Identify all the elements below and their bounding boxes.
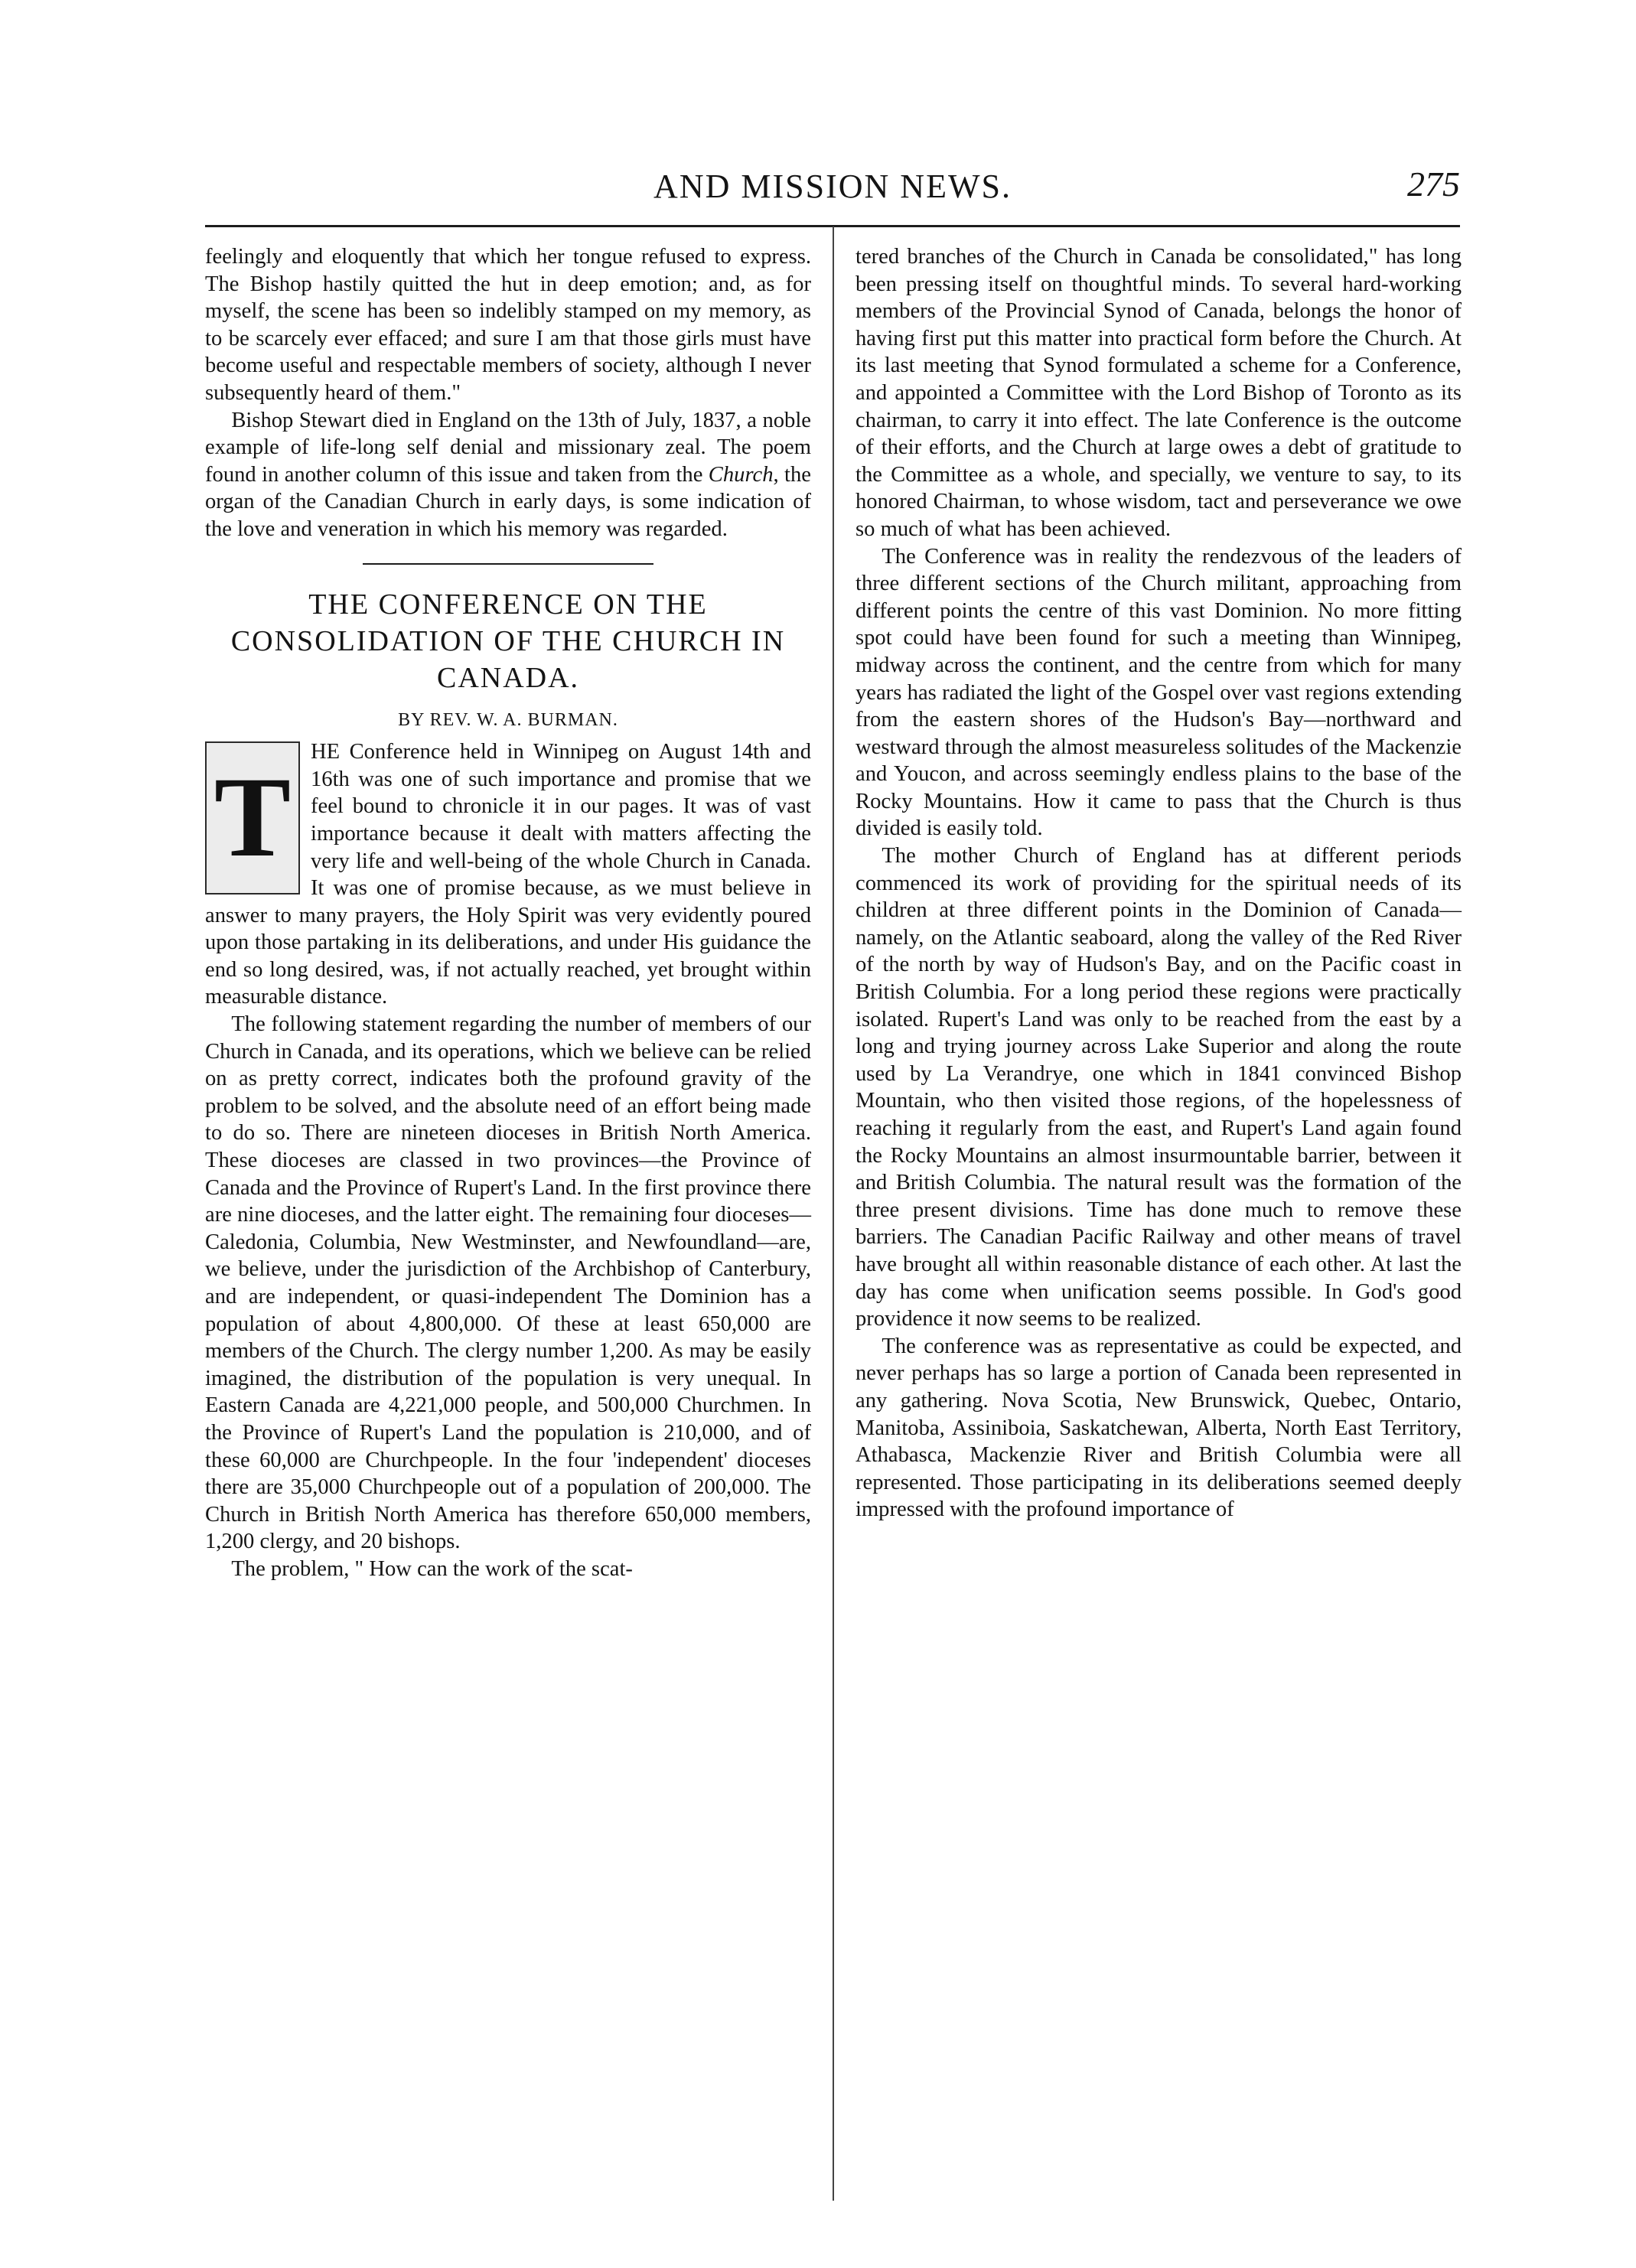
paragraph: feelingly and eloquently that which her tongue refused to express. The Bishop hastily quitted the hut in deep emotion; and, as for myself, the scene has been so indelibly stamped on my memory, as to be scarcely ever effaced; and sure I am that those girls must have become useful and respectable members of society, although I never subsequently heard of them.": [205, 245, 811, 405]
left-column: [205, 243, 811, 1583]
page-header: [205, 162, 1460, 216]
right-column: [855, 243, 1462, 1523]
paragraph: [205, 738, 811, 1011]
paragraph: [205, 407, 811, 543]
running-head: AND MISSION NEWS.: [653, 168, 1012, 205]
byline: BY REV. W. A. BURMAN.: [398, 709, 618, 730]
text-run: , the organ of the Canadian Church in early days, is some indication of the love and veneration in which his memory was regarded.: [205, 462, 811, 541]
page-number: 275: [1407, 165, 1460, 204]
article-title: THE CONFERENCE ON THE CONSOLIDATION OF THE CHURCH IN CANADA.: [230, 588, 786, 694]
paragraph: The problem, " How can the work of the scat-: [231, 1556, 633, 1581]
section-divider: [363, 563, 653, 565]
paragraph: The conference was as representative as could be expected, and never perhaps has so large a portion of Canada been represented in any gathering. Nova Scotia, New Brunswick, Quebec, Ontario, Manitoba, Assiniboia, Saskatchewan, Alberta, North East Territory, Athabasca, Mackenzie River and British Columbia were all represented. Those participating in its deliberations seemed deeply impressed with the profound importance of: [855, 1334, 1462, 1522]
dropcap-letter: T: [213, 754, 292, 881]
paragraph: The Conference was in reality the rendezvous of the leaders of three different sections of the Church militant, approaching from different points the centre of this vast Dominion. No more fitting spot could have been found for such a meeting than Winnipeg, midway across the continent, and the centre from which for many years has radiated the light of the Gospel over vast regions extending from the eastern shores of the Hudson's Bay—northward and westward through the almost measureless solitudes of the Mackenzie and Youcon, and across seemingly endless plains to the base of the Rocky Mountains. How it came to pass that the Church is thus divided is easily told.: [855, 544, 1462, 841]
decorative-initial: [205, 741, 300, 894]
paragraph: The following statement regarding the number of members of our Church in Canada, and its operations, which we believe can be relied on as pretty correct, indicates both the profound gravity of the problem to be solved, and the absolute need of an effort being made to do so. There are nineteen dioceses in British North America. These dioceses are classed in two provinces—the Province of Canada and the Province of Rupert's Land. In the first province there are nine dioceses, and the latter eight. The remaining four dioceses—Caledonia, Columbia, New Westminster, and Newfoundland—are, we believe, under the jurisdiction of the Archbishop of Canterbury, and are independent, or quasi-independent The Dominion has a population of about 4,800,000. Of these at least 650,000 are members of the Church. The clergy number 1,200. As may be easily imagined, the distribution of the population is very unequal. In Eastern Canada are 4,221,000 people, and 500,000 Churchmen. In the Province of Rupert's Land the population is 210,000, and of these 60,000 are Churchpeople. In the four 'independent' dioceses there are 35,000 Churchpeople out of a population of 200,000. The Church in British North America has therefore 650,000 members, 1,200 clergy, and 20 bishops.: [205, 1012, 811, 1554]
paragraph: The mother Church of England has at different periods commenced its work of providing for the spiritual needs of its children at three different points in the Dominion of Canada—namely, on the Atlantic seaboard, along the valley of the Red River of the north by way of Hudson's Bay, and on the Pacific coast in British Columbia. For a long period these regions were practically isolated. Rupert's Land was only to be reached from the east by a long and trying journey across Lake Superior and along the route used by La Verandrye, one which in 1841 convinced Bishop Mountain, who then visited those regions, of the hopelessness of reaching it regularly from the east, and Rupert's Land again found the Rocky Mountains an almost insurmountable barrier, between it and British Columbia. The natural result was the formation of the three present divisions. Time has done much to remove these barriers. The Canadian Pacific Railway and other means of travel have brought all within reasonable distance of each other. At last the day has come when unification seems possible. In God's good providence it now seems to be realized.: [855, 844, 1462, 1331]
text-run: HE Conference held in Winnipeg on August 14th and 16th was one of such importance and promise that we feel bound to chronicle it in our pages. It was of vast importance because it dealt with matters affecting the very life and well-being of the whole Church in Canada. It was one of promise because, as we must believe in answer to many prayers, the Holy Spirit was very evidently poured upon those partaking in its deliberations, and under His guidance the end so long desired, was, if not actually reached, yet brought within measurable distance.: [205, 740, 811, 1009]
italic-title: Church: [708, 462, 774, 487]
paragraph: tered branches of the Church in Canada be consolidated," has long been pressing itself on thoughtful minds. To several hard-working members of the Provincial Synod of Canada, belongs the honor of having first put this matter into practical form before the Church. At its last meeting that Synod formulated a scheme for a Conference, and appointed a Committee with the Lord Bishop of Toronto as its chairman, to carry it into effect. The late Conference is the outcome of their efforts, and the Church at large owes a debt of gratitude to the Committee as a whole, and specially, we venture to say, to its honored Chairman, to whose wisdom, tact and perseverance we owe so much of what has been achieved.: [855, 245, 1462, 541]
column-divider: [833, 226, 834, 2201]
text-run: Bishop Stewart died in England on the 13th of July, 1837, a noble example of life-long self denial and missionary zeal. The poem found in another column of this issue and taken from the: [205, 408, 811, 487]
